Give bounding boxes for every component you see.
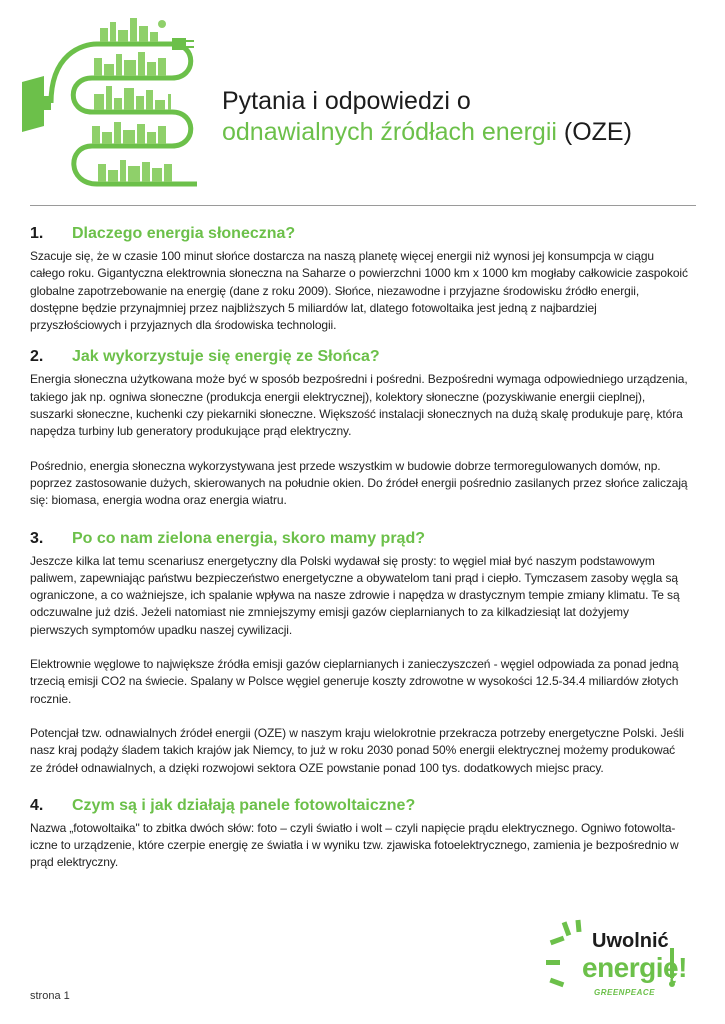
title-line-1: Pytania i odpowiedzi o bbox=[222, 87, 471, 115]
section-heading bbox=[30, 794, 690, 818]
section-4 bbox=[30, 794, 690, 872]
section-question: Po co nam zielona energia, skoro mamy prąd? bbox=[72, 529, 425, 547]
paragraph: Pośrednio, energia słoneczna wykorzystywana jest przede wszystkim w budowie dobrze termoregulowanych domów, np. poprzez zastosowanie dużych, skierowanych na południe okien. Do źródeł energii pośrednio zasilanych przez słońce zaliczają się: biomasa, energia wodna oraz energia wiatru. bbox=[30, 458, 688, 508]
section-heading bbox=[30, 345, 690, 369]
paragraph: Nazwa „fotowoltaika" to zbitka dwóch słów: foto – czyli światło i wolt – czyli napięcie prądu elektrycznego. Ogniwo fotowoltaiczne to urządzenie, które czerpie energię ze światła i w wyniku tzw. zjawiska fotoelektrycznego, zamienia je bezpośrednio w prąd elektryczny. bbox=[30, 820, 679, 870]
title-green-text: odnawialnych źródłach energii bbox=[222, 118, 557, 146]
document-body bbox=[30, 222, 690, 872]
section-number: 4. bbox=[30, 796, 44, 814]
section-number: 3. bbox=[30, 529, 44, 547]
section-heading bbox=[30, 222, 690, 246]
paragraph: Jeszcze kilka lat temu scenariusz energetyczny dla Polski wydawał się prosty: to węgiel miał być naszym podstawowym paliwem, zapewniając państwu bezpieczeństwo energetyczne a obywatelom tani prąd i ciepło. Tymczasem zasoby węgla są ograniczone, a co ważniejsze, ich spalanie wpływa na nasze zdrowie i napędza w drastycznym tempie zmiany klimatu. Te są odczuwalne już dziś. Jeżeli natomiast nie zmniejszymy emisji gazów cieplarnianych to za kilkadziesiąt lat dożyjemy pierwszych symptomów upadku naszej cywilizacji. bbox=[30, 553, 680, 637]
section-number: 1. bbox=[30, 225, 44, 242]
uwolnic-energie-logo bbox=[542, 918, 687, 1018]
paragraph: Potencjał tzw. odnawialnych źródeł energii (OZE) w naszym kraju wielokrotnie przekracza potrzeby energetyczne Polski. Jeśli nasz kraj podąży śladem takich krajów jak Niemcy, to już w roku 2030 ponad 50% energii elektrycznej możemy produkować ze źródeł odnawialnych, a dzięki rozwojowi sektora OZE powstanie ponad 100 tys. dodatkowych miejsc pracy. bbox=[30, 725, 684, 775]
section-question: Czym są i jak działają panele fotowoltaiczne? bbox=[72, 796, 416, 814]
title-line-2 bbox=[222, 117, 702, 148]
title-oze-text: (OZE) bbox=[563, 118, 632, 146]
section-heading bbox=[30, 527, 690, 551]
logo-line-2: energię! bbox=[582, 952, 687, 983]
logo-brand: GREENPEACE bbox=[594, 988, 656, 997]
page-title bbox=[222, 86, 702, 148]
paragraph: Elektrownie węglowe to największe źródła emisji gazów cieplarnianych i zanieczyszczeń - węgiel odpowiada za ponad jedną trzecią emisji CO2 na świecie. Spalany w Polsce węgiel generuje koszty zdrowotne w wysokości 12.5-34.4 miliardów złotych rocznie. bbox=[30, 657, 679, 706]
page-number: strona 1 bbox=[30, 990, 70, 1002]
logo-line-1: Uwolnić bbox=[592, 930, 669, 952]
green-city-plug-illustration bbox=[22, 14, 212, 196]
section-question: Dlaczego energia słoneczna? bbox=[72, 225, 296, 242]
section-question: Jak wykorzystuje się energię ze Słońca? bbox=[72, 348, 380, 366]
section-number: 2. bbox=[30, 348, 44, 366]
header-divider bbox=[30, 205, 696, 206]
paragraph: Energia słoneczna użytkowana może być w sposób bezpośredni i pośredni. Bezpośredni wymaga odpowiedniego urządzenia, takiego jak np. ogniwa słoneczne (produkcja energii elektrycznej), kolektory słoneczne (pozyskiwanie energii cieplnej), suszarki słoneczne, kuchenki czy piekarniki słoneczne. Większość instalacji słonecznych na dużą skalę produkuje parę, która napędza turbiny lub generatory produkujące prąd elektryczny. bbox=[30, 372, 688, 439]
paragraph: Szacuje się, że w czasie 100 minut słońce dostarcza na naszą planetę więcej energii niż wynosi jej konsumpcja w ciągu całego roku. Gigantyczna elektrownia słoneczna na Saharze o powierzchni 1000 km x 1000 km mogłaby całkowicie zaspokoić globalne zapotrzebowanie na energię (dane z roku 2009). Słońce, niezawodne i przyjazne środowisku źródło energii, dostępne będzie przynajmniej przez najbliższych 5 miliardów lat, dlatego fotowoltaika jest jedną z najbardziej przyszłościowych i przyjaznych dla środowiska technologii. bbox=[30, 249, 688, 333]
section-1 bbox=[30, 222, 690, 334]
section-2 bbox=[30, 345, 690, 509]
section-3 bbox=[30, 527, 690, 777]
